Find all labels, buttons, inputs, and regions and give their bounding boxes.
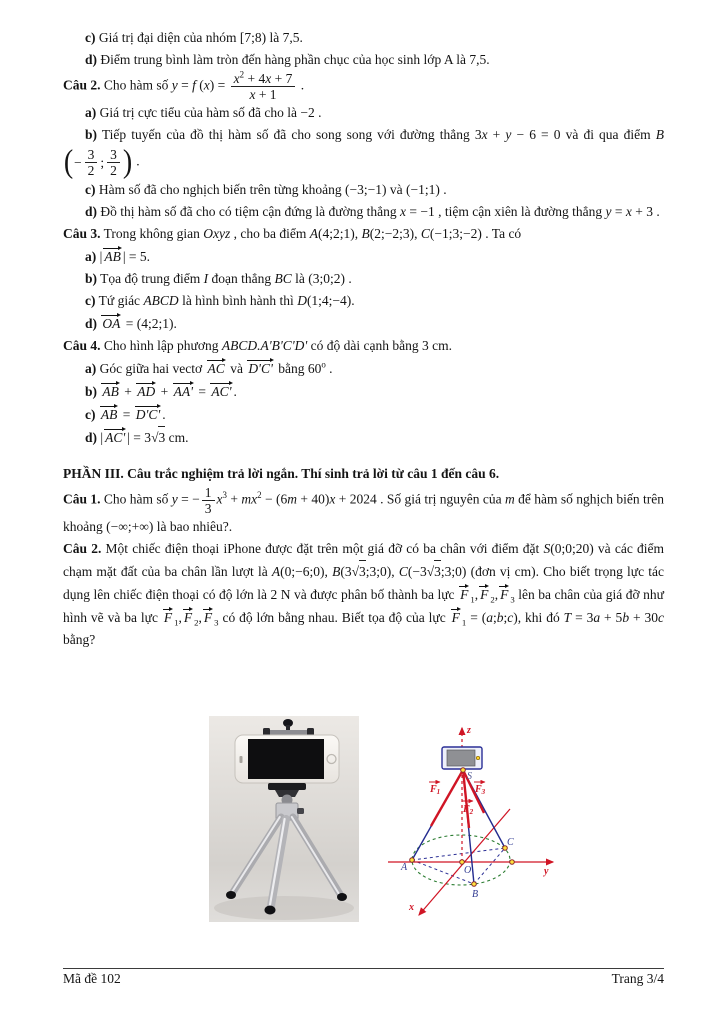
floor-shadow xyxy=(214,896,354,920)
diagram-points xyxy=(410,768,515,887)
text-line: c) AB = D'C' . xyxy=(63,403,664,426)
diagram-phone xyxy=(442,747,482,769)
text-line: a) Giá trị cực tiểu của hàm số đã cho là −2 . xyxy=(85,105,322,120)
tripod-photo xyxy=(209,716,359,922)
label-f3: $F_3$ xyxy=(475,784,486,796)
text-line: a) | AB | = 5. xyxy=(63,245,664,268)
text-line: c) Tứ giác ABCD là hình bình hành thì D(1;4;−4). xyxy=(85,293,355,308)
text-line: d) | AC' | = 3 √ 3 cm. xyxy=(63,426,664,449)
text-line: b) Tiếp tuyến của đồ thị hàm số đã cho song song với đường thẳng 3x + y − 6 = 0 và đi qua điểm B ( − $\frac{3}{2}$ ; $\frac{3}{2}$ ) . xyxy=(63,127,664,180)
text-line: a) Góc giữa hai vectơ AC và D'C' bằng 60$^o$ . xyxy=(85,359,333,376)
page-number: Trang 3/4 xyxy=(611,971,664,986)
text-line: c) Hàm số đã cho nghịch biến trên từng khoảng (−3;−1) và (−1;1) . xyxy=(85,182,447,197)
text-line: Câu 3. Trong không gian Oxyz , cho ba điểm A(4;2;1), B(2;−2;3), C(−1;3;−2) . Ta có xyxy=(63,226,522,241)
text-line: PHẦN III. Câu trắc nghiệm trả lời ngắn. Thí sinh trả lời từ câu 1 đến câu 6. xyxy=(63,466,500,481)
exam-content xyxy=(63,27,664,651)
label-a: A xyxy=(401,862,408,873)
label-f2: $F_2$ xyxy=(463,804,474,816)
diagram-legs xyxy=(412,770,505,884)
text-line: Câu 2. Cho hàm số y = f (x) = $\frac{x^2 + 4x + 7}{x + 1}$ . xyxy=(63,69,305,102)
triangle-abc xyxy=(412,848,505,884)
exam-code: Mã đề 102 xyxy=(63,971,121,986)
force-diagram xyxy=(385,716,570,948)
text-line: d) OA = (4;2;1). xyxy=(63,312,664,335)
iphone xyxy=(235,735,339,783)
text-line: Câu 2. Một chiếc điện thoại iPhone được đặt trên một giá đỡ có ba chân với điểm đặt S(0;0;20) và các điểm chạm mặt đất của ba chân lần lượt là A(0;−6;0), B(3 √ 3 ;3;0), C(−3 √ 3 ;3;0) (đơn vị cm). Cho biết trọng lực tác dụng lên chiếc điện thoại có độ lớn là 2 N và được phân bố thành ba lực F $_1$, F $_2$, F $_3$ lên ba chân của giá đỡ như hình vẽ và ba lực F $_1$, F $_2$, F $_3$ có độ lớn bằng nhau. Biết tọa độ của lực F $_1$ = (a;b;c), khi đó T = 3a + 5b + 30c bằng? xyxy=(63,541,665,647)
label-c: C xyxy=(507,837,514,848)
label-x: x xyxy=(409,902,414,913)
footer xyxy=(63,968,664,987)
label-z: z xyxy=(467,725,471,736)
text-line: c) Giá trị đại diện của nhóm [7;8) là 7,5. xyxy=(85,30,303,45)
phone-screen xyxy=(248,739,324,779)
label-s: S xyxy=(467,771,472,782)
text-line: b) Tọa độ trung điểm I đoạn thẳng BC là (3;0;2) . xyxy=(85,271,352,286)
label-y: y xyxy=(544,866,549,877)
label-f1: $F_1$ xyxy=(430,784,441,796)
figures-row xyxy=(63,716,664,948)
text-line: Câu 4. Cho hình lập phương ABCD.A'B'C'D' có độ dài cạnh bằng 3 cm. xyxy=(63,338,452,353)
label-b: B xyxy=(472,889,479,900)
text-line: b) AB + AD + AA' = AC' . xyxy=(63,380,664,403)
force-vectors xyxy=(431,770,484,828)
text-line: Câu 1. Cho hàm số y = − $\frac{1}{3}$ $x^3 + mx^2 - (6m + 40)x + 2024$ . Số giá trị nguyên của m để hàm số nghịch biến trên khoảng (−∞;+∞) là bao nhiêu?. xyxy=(63,485,664,534)
label-o: O xyxy=(464,865,472,876)
text-line: d) Điểm trung bình làm tròn đến hàng phần chục của học sinh lớp A là 7,5. xyxy=(85,52,490,67)
text-line: d) Đồ thị hàm số đã cho có tiệm cận đứng là đường thẳng x = −1 , tiệm cận xiên là đường thẳng y = x + 3 . xyxy=(85,204,660,219)
